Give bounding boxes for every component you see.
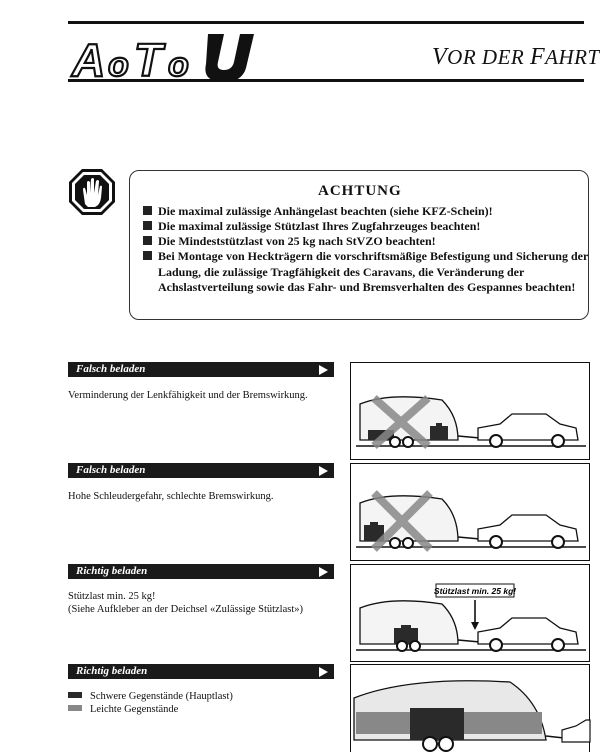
svg-text:T: T [134, 34, 163, 86]
svg-text:A: A [72, 34, 106, 86]
section-text: Stützlast min. 25 kg! [68, 591, 156, 602]
section-bar-wrong-1: Falsch beladen [68, 362, 334, 377]
support-load-callout: Stützlast min. 25 kg! [433, 586, 517, 596]
bullet-square [143, 236, 152, 245]
bullet-square [143, 251, 152, 260]
section-text: Hohe Schleudergefahr, schlechte Bremswirkung. [68, 491, 274, 502]
wrong-load-front-illustration [350, 463, 590, 561]
legend-swatch-heavy [68, 692, 82, 698]
arrow-right-icon [319, 667, 328, 677]
section-text: Verminderung der Lenkfähigkeit und der Bremswirkung. [68, 390, 308, 401]
arrow-right-icon [319, 567, 328, 577]
warning-item: Die maximal zulässige Stützlast Ihres Zugfahrzeuges beachten! [143, 219, 480, 235]
page-title: VOR DER FAHRT [432, 44, 600, 70]
warning-item: Bei Montage von Heckträgern die vorschriftsmäßige Befestigung und Sicherung der Ladung, die zulässige Tragfähigkeit des Caravans, die Veränderung der Achslastverteilung sowie das Fahr- und Bremsverhalten des Gespannes beachten! [143, 249, 591, 296]
svg-text:o: o [108, 46, 129, 84]
stop-hand-icon [68, 168, 116, 216]
svg-text:o: o [168, 46, 189, 84]
warning-item: Die Mindeststützlast von 25 kg nach StVZO beachten! [143, 234, 436, 250]
header-rule-top [68, 21, 584, 24]
legend-heavy: Schwere Gegenstände (Hauptlast) [68, 690, 233, 703]
arrow-right-icon [319, 365, 328, 375]
legend-light: Leichte Gegenstände [68, 703, 178, 716]
brand-logo [68, 28, 258, 84]
legend-swatch-light [68, 705, 82, 711]
bullet-square [143, 206, 152, 215]
section-text: (Siehe Aufkleber an der Deichsel «Zulässige Stützlast») [68, 604, 304, 615]
bullet-square [143, 221, 152, 230]
correct-load-illustration [350, 564, 590, 662]
warning-heading: ACHTUNG [318, 183, 402, 199]
section-bar-right-2: Richtig beladen [68, 664, 334, 679]
load-distribution-illustration [350, 664, 590, 752]
warning-item: Die maximal zulässige Anhängelast beachten (siehe KFZ-Schein)! [143, 204, 493, 220]
arrow-right-icon [319, 466, 328, 476]
section-bar-wrong-2: Falsch beladen [68, 463, 334, 478]
wrong-load-rear-illustration [350, 362, 590, 460]
section-bar-right-1: Richtig beladen [68, 564, 334, 579]
